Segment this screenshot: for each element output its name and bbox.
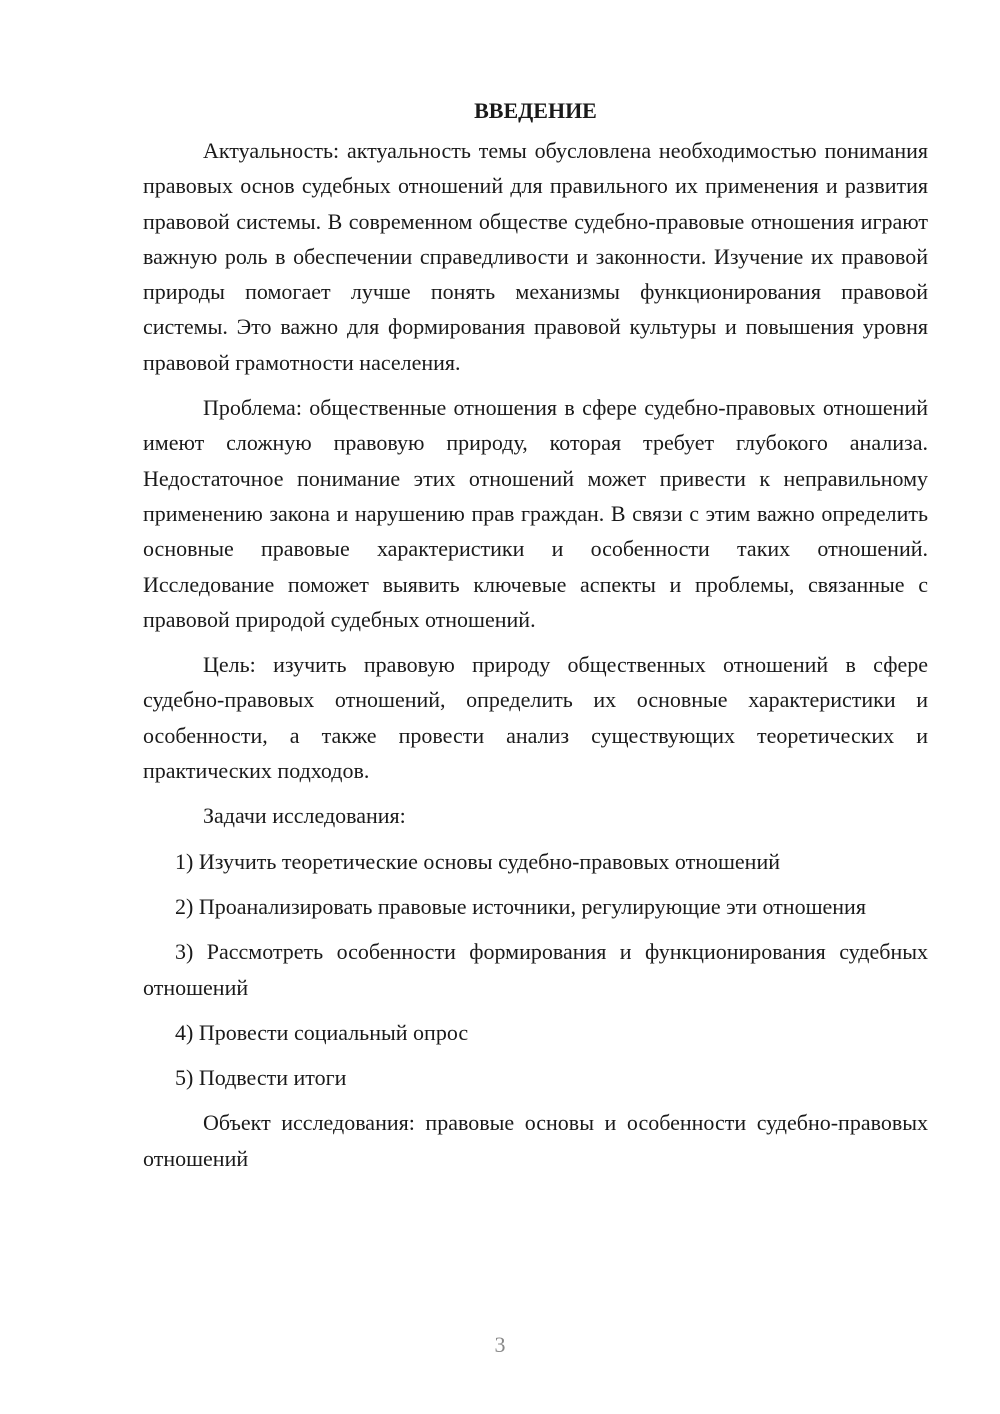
paragraph-object: Объект исследования: правовые основы и особенности судебно-правовых отношений bbox=[143, 1110, 928, 1171]
task-item-1: 1) Изучить теоретические основы судебно-правовых отношений bbox=[175, 848, 780, 874]
document-page bbox=[143, 93, 928, 1186]
paragraph-tasks-heading: Задачи исследования: bbox=[203, 803, 406, 829]
task-item-2: 2) Проанализировать правовые источники, регулирующие эти отношения bbox=[175, 893, 866, 919]
task-item-3: 3) Рассмотреть особенности формирования и функционирования судебных отношений bbox=[143, 939, 928, 1000]
page-number: 3 bbox=[494, 1332, 506, 1357]
task-item-5: 5) Подвести итоги bbox=[175, 1065, 347, 1091]
paragraph-goal: Цель: изучить правовую природу общественных отношений в сфере судебно-правовых отношений, определить их основные характеристики и особенности, а также провести анализ существующих теоретических и практических подходов. bbox=[143, 652, 928, 784]
paragraph-problem: Проблема: общественные отношения в сфере судебно-правовых отношений имеют сложную правовую природу, которая требует глубокого анализа. Недостаточное понимание этих отношений может привести к неправильному применению закона и нарушению прав граждан. В связи с этим важно определить основные правовые характеристики и особенности таких отношений. Исследование поможет выявить ключевые аспекты и проблемы, связанные с правовой природой судебных отношений. bbox=[143, 395, 928, 632]
paragraph-relevance: Актуальность: актуальность темы обусловлена необходимостью понимания правовых основ судебных отношений для правильного их применения и развития правовой системы. В современном обществе судебно-правовые отношения играют важную роль в обеспечении справедливости и законности. Изучение их правовой природы помогает лучше понять механизмы функционирования правовой системы. Это важно для формирования правовой культуры и повышения уровня правовой грамотности населения. bbox=[143, 138, 928, 375]
section-title: ВВЕДЕНИЕ bbox=[474, 98, 597, 123]
task-item-4: 4) Провести социальный опрос bbox=[175, 1019, 469, 1045]
